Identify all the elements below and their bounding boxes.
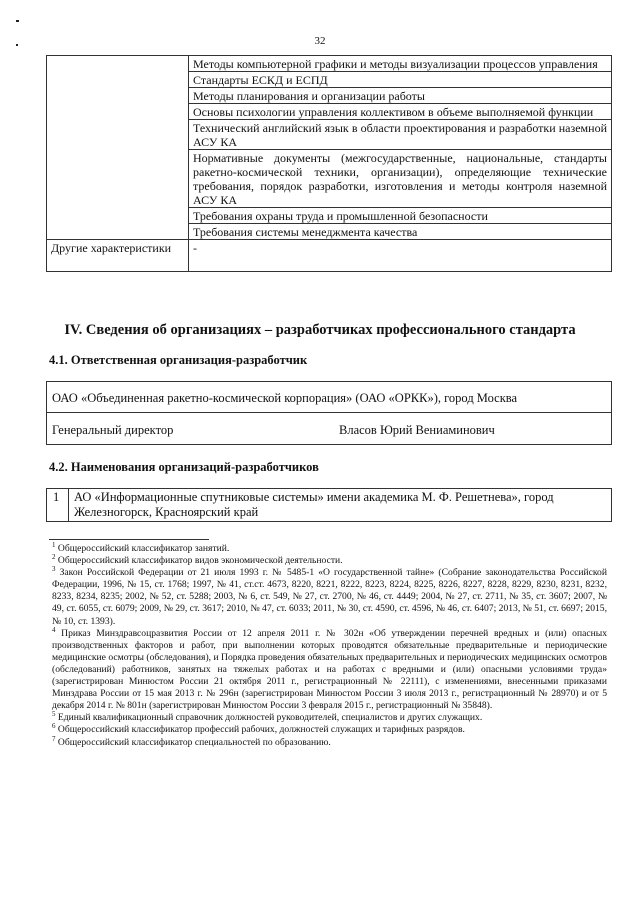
- requirement-cell: Методы компьютерной графики и методы визуализации процессов управления: [189, 56, 612, 72]
- footnote-text: Общероссийский классификатор профессий рабочих, должностей служащих и тарифных разрядов.: [57, 724, 465, 736]
- footnote-separator: [49, 539, 209, 540]
- requirements-table: [46, 55, 612, 272]
- footnote: [52, 724, 607, 736]
- footnote-marker: 6: [52, 722, 56, 731]
- scan-mark: [16, 20, 19, 22]
- footnote: [52, 552, 607, 567]
- director-role: Генеральный директор: [52, 423, 174, 437]
- table-row: [47, 240, 612, 272]
- director-name: Власов Юрий Вениаминович: [339, 423, 495, 437]
- page-number: 32: [314, 35, 326, 47]
- footnotes: [52, 540, 607, 749]
- divider: [47, 412, 611, 413]
- requirement-cell: Основы психологии управления коллективом в объеме выполняемой функции: [189, 104, 612, 120]
- footnote-text: Общероссийский классификатор занятий.: [57, 543, 230, 554]
- other-characteristics-value: -: [189, 240, 612, 272]
- developer-name: АО «Информационные спутниковые системы» имени академика М. Ф. Решетнева», город Железногорск, Красноярский край: [69, 489, 612, 522]
- footnote-marker: 7: [52, 734, 56, 743]
- footnote-marker: 1: [52, 540, 56, 549]
- requirement-cell: Методы планирования и организации работы: [189, 88, 612, 104]
- table-row: [47, 56, 612, 72]
- other-characteristics-label: Другие характеристики: [47, 240, 189, 272]
- developer-num: 1: [47, 489, 69, 522]
- footnote-text: Общероссийский классификатор видов экономической деятельности.: [57, 555, 343, 567]
- footnote-text: Общероссийский классификатор специальностей по образованию.: [57, 736, 331, 748]
- footnote-marker: 4: [52, 625, 56, 634]
- table-row: [47, 489, 612, 522]
- footnote-text: Единый квалификационный справочник должностей руководителей, специалистов и других служащих.: [57, 712, 483, 724]
- footnote-marker: 5: [52, 710, 56, 719]
- footnote: [52, 625, 607, 713]
- requirement-cell: Стандарты ЕСКД и ЕСПД: [189, 72, 612, 88]
- footnote-text: Закон Российской Федерации от 21 июля 1993 г. № 5485-1 «О государственной тайне» (Собрание законодательства Российской Федерации, 1996, № 15, ст. 1768; 1997, № 41, ст.ст. 4673, 8220, 8221, 8222, 8223, 8224, 8225, 8226, 8227, 8228, 8229, 8230, 8231, 8232, 8233, 8234, 8235; 2002, № 52, ст. 5288; 2003, № 6, ст. 549, № 27, ст. 2700, № 46, ст. 4449; 2004, № 27, ст. 2711, № 35, ст. 3607; 2007, № 49, ст. 6055, ст. 6079; 2009, № 29, ст. 3617; 2010, № 47, ст. 6033; 2011, № 30, ст. 4590, ст. 4596, № 46, ст. 6407; 2013, № 51, ст. 6697; 2015, № 10, ст. 1393).: [52, 567, 607, 627]
- footnote: [52, 540, 607, 555]
- footnote: [52, 712, 607, 724]
- footnote: [52, 567, 607, 627]
- label-cell-empty: [47, 56, 189, 240]
- developer-orgs-heading: 4.2. Наименования организаций-разработчиков: [49, 460, 319, 474]
- responsible-org-name: ОАО «Объединенная ракетно-космической корпорация» (ОАО «ОРКК»), город Москва: [52, 391, 518, 405]
- footnote-marker: 2: [52, 552, 56, 561]
- footnote-text: Приказ Минздравсоцразвития России от 12 апреля 2011 г. № 302н «Об утверждении перечней вредных и (или) опасных производственных факторов и работ, при выполнении которых проводятся обязательные предварительные и периодические медицинские осмотры (обследования), и Порядка проведения обязательных предварительных и периодических медицинских осмотров (обследований) работников, занятых на тяжелых работах и на работах с вредными и (или) опасными условиями труда» (зарегистрирован Минюстом России 21 октября 2011 г., регистрационный № 22111), с изменениями, внесенными приказами Минздрава России от 15 мая 2013 г. № 296н (зарегистрирован Минюстом России 3 июля 2013 г., регистрационный № 28970) и от 5 декабря 2014 г. № 801н (зарегистрирован Минюстом России 3 февраля 2015 г., регистрационный № 35848).: [52, 627, 607, 712]
- developer-orgs-table: [46, 488, 612, 522]
- requirement-cell: Нормативные документы (межгосударственные, национальные, стандарты ракетно-космической техники, организации), определяющие технические требования, порядок разработки, изготовления и методы контроля наземной АСУ КА: [189, 150, 612, 208]
- responsible-org-box: [46, 381, 612, 445]
- footnote: [52, 734, 607, 749]
- responsible-org-heading: 4.1. Ответственная организация-разработчик: [49, 353, 308, 367]
- section-title: IV. Сведения об организациях – разработчиках профессионального стандарта: [64, 322, 576, 338]
- requirement-cell: Технический английский язык в области проектирования и разработки наземной АСУ КА: [189, 120, 612, 150]
- requirement-cell: Требования системы менеджмента качества: [189, 224, 612, 240]
- footnote-marker: 3: [52, 565, 56, 573]
- requirement-cell: Требования охраны труда и промышленной безопасности: [189, 208, 612, 224]
